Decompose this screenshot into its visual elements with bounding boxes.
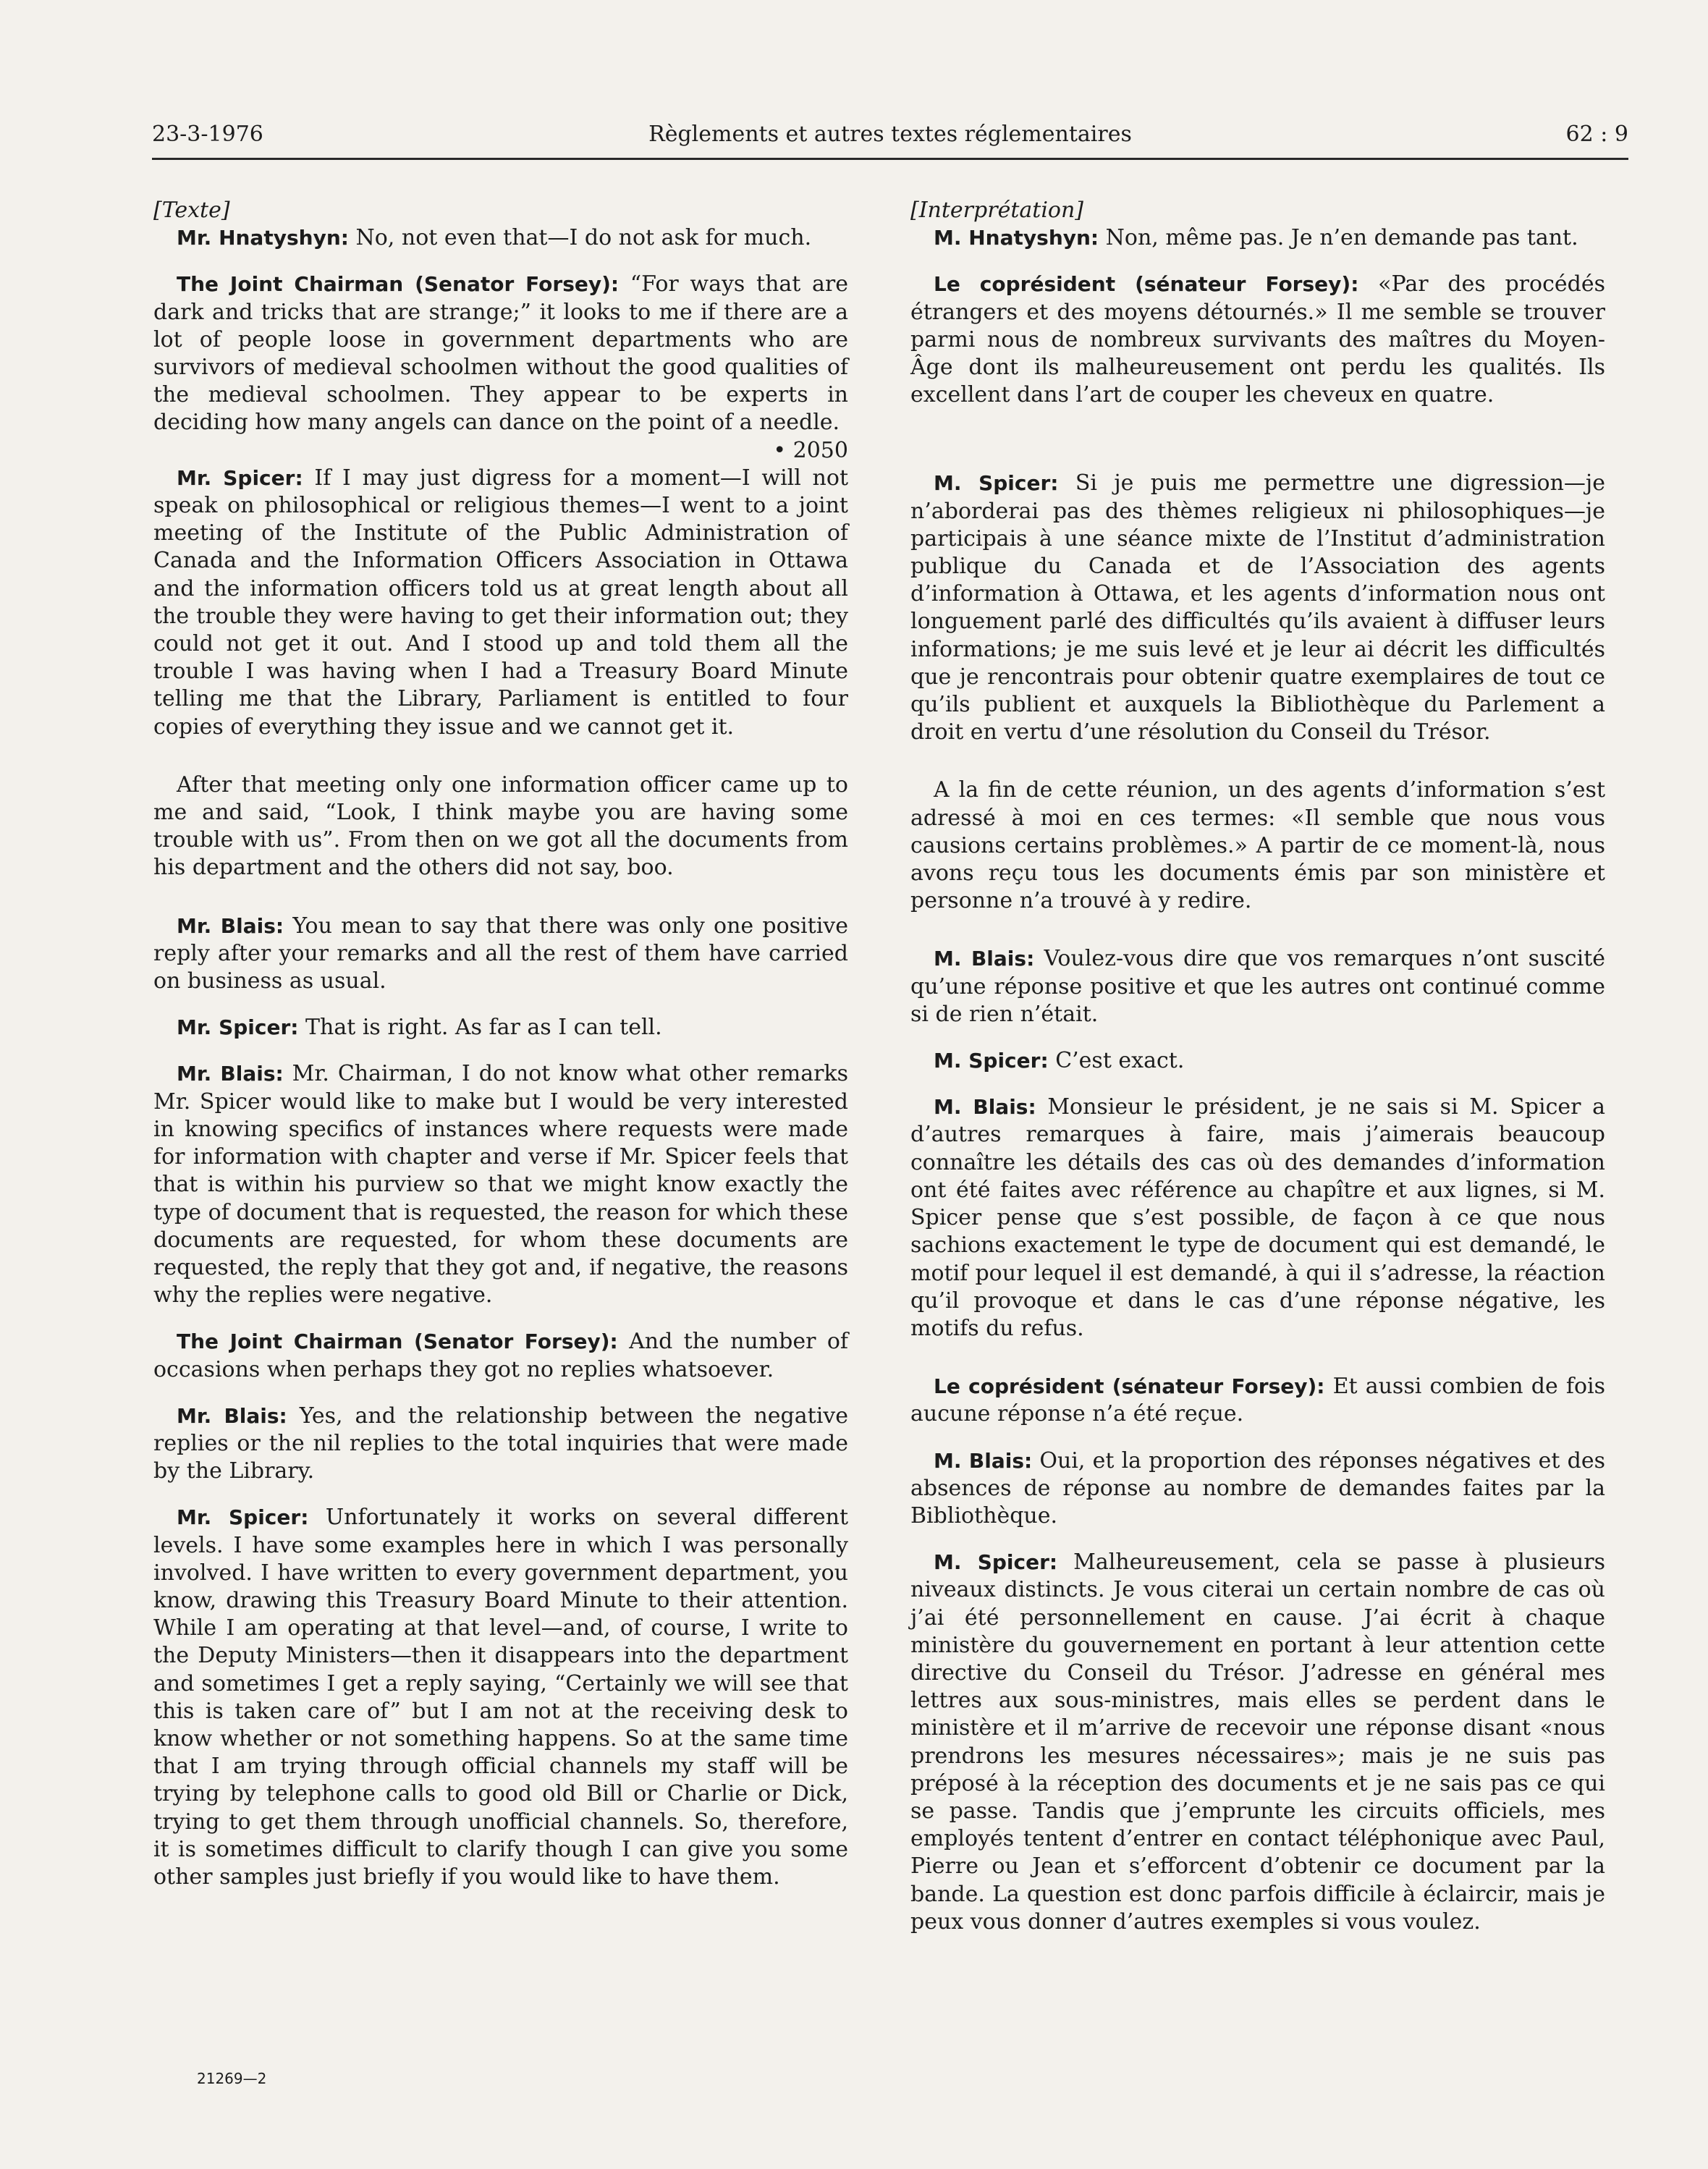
speech: “For ways that are dark and tricks that are strange;” it looks to me if there are a lot of people loose in government departments who are survivors of medieval schoolmen without the good qualities of the medieval schoolmen. They appear to be experts in deciding how many angels can dance on the point of a needle.	[153, 271, 848, 436]
paragraph	[910, 1549, 1605, 1936]
speech: Yes, and the relationship between the negative replies or the nil replies to the total inquiries that were made by the Library.	[153, 1403, 848, 1484]
section-tag: [Interprétation]	[910, 198, 1084, 223]
paragraph	[910, 1447, 1605, 1531]
paragraph	[153, 1014, 848, 1041]
paragraph	[153, 771, 848, 882]
paragraph	[910, 1047, 1605, 1075]
speaker: Le coprésident (sénateur Forsey):	[934, 272, 1359, 297]
running-header	[152, 117, 1628, 160]
speech: Malheureusement, cela se passe à plusieurs niveaux distincts. Je vous citerai un certain nombre de cas où j’ai été personnellement en cause. J’ai écrit à chaque ministère du gouvernement en portant à leur attention cette directive du Conseil du Trésor. J’adresse en général mes lettres aux sous-ministres, mais elles se perdent dans le ministère et il m’arrive de recevoir une réponse disant «nous prendrons les mesures nécessaires»; mais je ne suis pas préposé à la réception des documents et je ne sais pas ce qui se passe. Tandis que j’emprunte les circuits officiels, mes employés tentent d’entrer en contact téléphonique avec Paul, Pierre ou Jean et s’efforcent d’obtenir ce document par la bande. La question est donc parfois difficile à éclaircir, mais je peux vous donner d’autres exemples si vous voulez.	[910, 1549, 1605, 1935]
speech: No, not even that—I do not ask for much.	[348, 225, 812, 251]
speaker: Mr. Blais:	[177, 1062, 284, 1086]
speaker: The Joint Chairman (Senator Forsey):	[177, 1329, 618, 1354]
speech: Mr. Chairman, I do not know what other remarks Mr. Spicer would like to make but I would be very interested in knowing specifics of instances where requests were made for information with chapter and verse if Mr. Spicer feels that that is within his purview so that we might know exactly the type of document that is requested, the reason for which these documents are requested, for whom these documents are requested, the reply that they got and, if negative, the reasons why the replies were negative.	[153, 1061, 849, 1308]
paragraph	[153, 913, 848, 996]
speaker: M. Spicer:	[934, 1049, 1049, 1073]
paragraph	[910, 1094, 1605, 1343]
speech: «Par des procédés étrangers et des moyens détournés.» Il me semble se trouver parmi nous de nombreux survivants des maîtres du Moyen-Âge dont ils malheureusement ont perdu les qualités. Ils excellent dans l’art de couper les cheveux en quatre.	[910, 271, 1605, 408]
english-column	[153, 197, 848, 1891]
paragraph	[910, 1373, 1605, 1428]
speaker: Mr. Blais:	[177, 913, 284, 938]
paragraph	[153, 1328, 848, 1383]
paragraph	[153, 1504, 848, 1891]
speech: That is right. As far as I can tell.	[298, 1015, 662, 1041]
speaker: Mr. Spicer:	[177, 1015, 299, 1040]
paragraph	[910, 224, 1605, 252]
speaker: M. Spicer:	[934, 471, 1059, 496]
speech: If I may just digress for a moment—I will not speak on philosophical or religious themes—I went to a joint meeting of the Institute of the Public Administration of Canada and the Information Officers Association in Ottawa and the information officers told us at great length about all the trouble they were having to get their information out; they could not get it out. And I stood up and told them all the trouble I was having when I had a Treasury Board Minute telling me that the Library, Parliament is entitled to four copies of everything they issue and we cannot get it.	[153, 465, 848, 740]
speaker: Mr. Hnatyshyn:	[177, 226, 349, 250]
speech: After that meeting only one information officer came up to me and said, “Look, I think maybe you are having some trouble with us”. From then on we got all the documents from his department and the others did not say, boo.	[153, 771, 848, 881]
speech: Et aussi combien de fois aucune réponse n’a été reçue.	[910, 1374, 1605, 1427]
speech: Oui, et la proportion des réponses négatives et des absences de réponse au nombre de demandes faites par la Bibliothèque.	[910, 1447, 1605, 1529]
paragraph	[153, 465, 848, 741]
speaker: Mr. Blais:	[177, 1403, 287, 1428]
speaker: M. Hnatyshyn:	[934, 226, 1099, 250]
speech: Monsieur le président, je ne sais si M. Spicer a d’autres remarques à faire, mais j’aimerais beaucoup connaître les détails des cas où des demandes d’information ont été faites avec référence au chapître et aux lignes, si M. Spicer pense que s’est possible, de façon à ce que nous sachions exactement le type de document qui est demandé, le motif pour lequel il est demandé, à qui il s’adresse, la réaction qu’il provoque et dans le cas d’une réponse négative, les motifs du refus.	[910, 1094, 1606, 1341]
speaker: Mr. Spicer:	[177, 1505, 309, 1530]
paragraph	[910, 945, 1605, 1028]
time-marker: • 2050	[773, 437, 848, 463]
speaker: M. Blais:	[934, 1448, 1033, 1473]
speech: Unfortunately it works on several different levels. I have some examples here in which I was personally involved. I have written to every government department, you know, drawing this Treasury Board Minute to their attention. While I am operating at that level—and, of course, I write to the Deputy Ministers—then it disappears into the department and sometimes I get a reply saying, “Certainly we will see that this is taken care of” but I am not at the receiving desk to know whether or not something happens. So at the same time that I am trying through official channels my staff will be trying by telephone calls to good old Bill or Charlie or Dick, trying to get them through unofficial channels. So, therefore, it is sometimes difficult to clarify though I can give you some other samples just briefly if you would like to have them.	[153, 1505, 848, 1890]
speaker: Le coprésident (sénateur Forsey):	[934, 1374, 1325, 1399]
speaker: The Joint Chairman (Senator Forsey):	[177, 272, 620, 297]
paragraph	[910, 271, 1605, 409]
paragraph	[153, 224, 848, 252]
paragraph	[910, 470, 1605, 746]
speaker: Mr. Spicer:	[177, 465, 303, 490]
speaker: M. Blais:	[934, 1095, 1036, 1120]
speech: Si je puis me permettre une digression—je n’aborderai pas des thèmes religieux ni philosophiques—je participais à une séance mixte de l’Institut d’administration publique du Canada et de l’Association des agents d’information à Ottawa, et les agents d’information nous ont longuement parlé des difficultés qu’ils avaient à diffuser leurs informations; je me suis levé et je leur ai décrit les difficultés que je rencontrais pour obtenir quatre exemplaires de tout ce qu’ils publient et auxquels la Bibliothèque du Parlement a droit en vertu d’une résolution du Conseil du Trésor.	[910, 470, 1605, 745]
paragraph	[153, 1403, 848, 1486]
speech: Non, même pas. Je n’en demande pas tant.	[1099, 225, 1578, 251]
speech: You mean to say that there was only one positive reply after your remarks and all the rest of them have carried on business as usual.	[153, 913, 849, 994]
paragraph	[153, 1060, 848, 1309]
speaker: M. Blais:	[934, 947, 1035, 971]
header-title: Règlements et autres textes réglementaires	[648, 122, 1132, 147]
speech: And the number of occasions when perhaps they got no replies whatsoever.	[153, 1329, 848, 1382]
speaker: M. Spicer:	[934, 1550, 1058, 1575]
french-column	[910, 197, 1605, 1936]
paragraph	[910, 777, 1605, 915]
section-tag: [Texte]	[153, 198, 230, 223]
speech: Voulez-vous dire que vos remarques n’ont suscité qu’une réponse positive et que les autres ont continué comme si de rien n’était.	[910, 946, 1605, 1027]
paragraph	[153, 271, 848, 436]
header-page-number: 62 : 9	[1565, 122, 1628, 147]
footer-code: 21269—2	[197, 2070, 267, 2087]
speech: A la fin de cette réunion, un des agents d’information s’est adressé à moi en ces termes: «Il semble que nous vous causions certains problèmes.» A partir de ce moment-là, nous avons reçu tous les documents émis par son ministère et personne n’a trouvé à y redire.	[910, 777, 1605, 914]
header-date: 23-3-1976	[152, 122, 263, 147]
speech: C’est exact.	[1048, 1048, 1185, 1074]
